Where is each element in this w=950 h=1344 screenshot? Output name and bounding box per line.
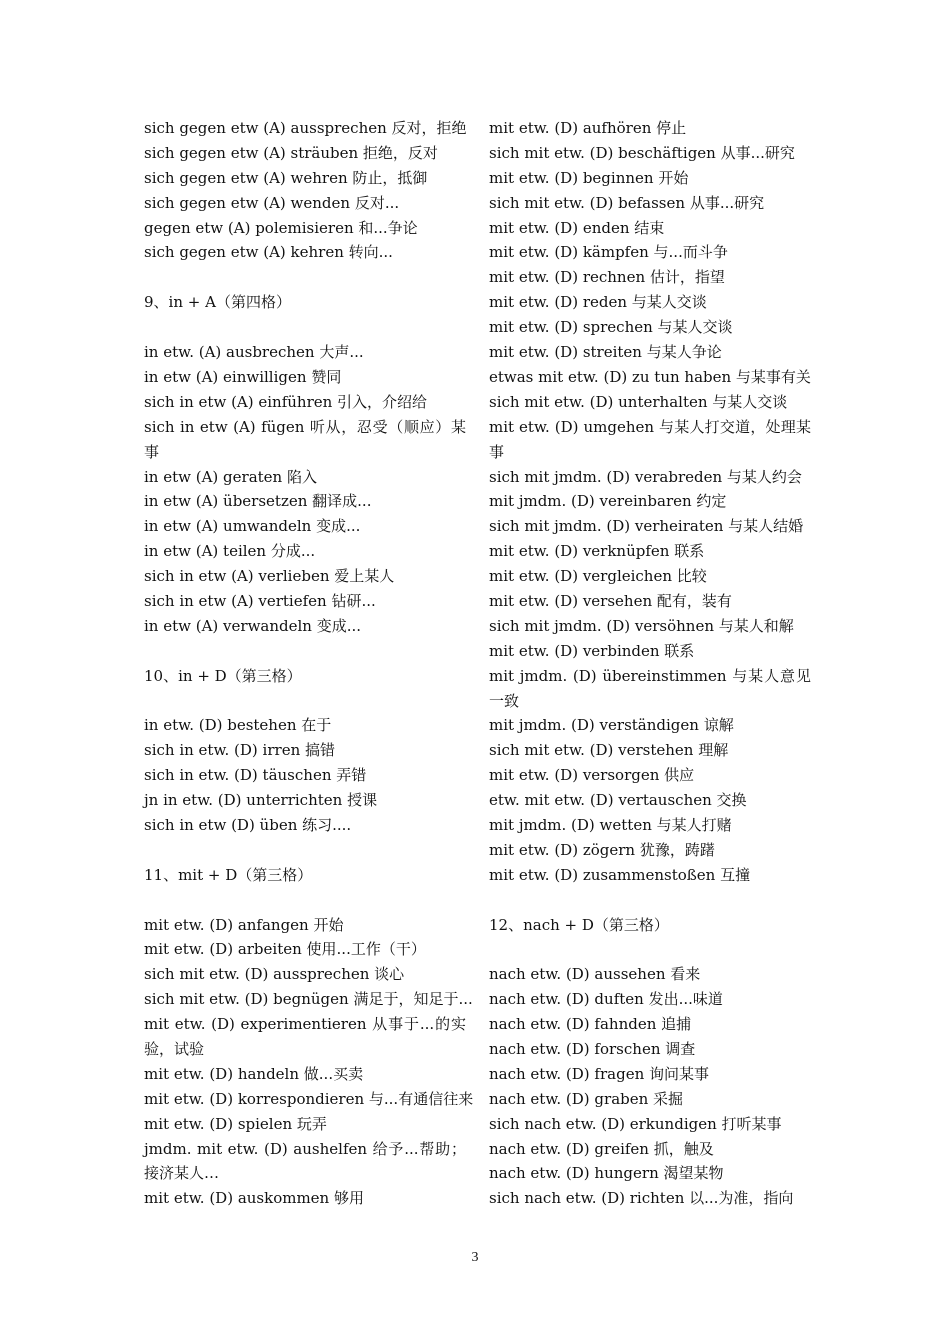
page-number: 3 xyxy=(471,1250,479,1265)
vocab-entry: mit etw. (D) reden 与某人交谈 xyxy=(489,293,707,312)
vocab-entry: mit jmdm. (D) verständigen 谅解 xyxy=(489,716,734,735)
vocab-entry: sich mit jmdm. (D) verabreden 与某人约会 xyxy=(489,467,802,486)
blank-line xyxy=(144,639,466,664)
vocab-entry: sich mit etw. (D) verstehen 理解 xyxy=(489,741,729,760)
vocab-entry: sich gegen etw (A) sträuben 拒绝，反对 xyxy=(144,143,438,162)
vocab-entry: in etw. (A) ausbrechen 大声... xyxy=(144,343,364,362)
vocab-entry: nach etw. (D) fahnden 追捕 xyxy=(489,1015,692,1034)
vocab-entry: sich in etw (A) verlieben 爱上某人 xyxy=(144,567,395,586)
right-column xyxy=(489,116,811,1211)
vocab-entry: in etw (A) verwandeln 变成... xyxy=(144,616,362,635)
vocab-entry: sich nach etw. (D) richten 以...为准，指向 xyxy=(489,1189,794,1208)
vocab-entry: mit etw. (D) enden 结束 xyxy=(489,218,665,237)
vocab-entry: sich in etw. (D) irren 搞错 xyxy=(144,741,335,760)
vocab-entry: mit etw. (D) streiten 与某人争论 xyxy=(489,343,722,362)
section-heading: 11、mit + D（第三格） xyxy=(144,865,313,884)
blank-line xyxy=(144,838,466,863)
blank-line xyxy=(144,315,466,340)
vocab-entry: gegen etw (A) polemisieren 和...争论 xyxy=(144,218,418,237)
vocab-entry: sich gegen etw (A) wehren 防止，抵御 xyxy=(144,168,428,187)
left-column xyxy=(144,116,474,1211)
blank-line xyxy=(144,689,466,714)
vocab-entry: mit etw. (D) verknüpfen 联系 xyxy=(489,542,705,561)
vocab-entry: nach etw. (D) hungern 渴望某物 xyxy=(489,1164,724,1183)
blank-line xyxy=(144,265,466,290)
vocab-entry: mit etw. (D) kämpfen 与...而斗争 xyxy=(489,243,728,262)
vocab-entry: mit etw. (D) umgehen 与某人打交道，处理某事 xyxy=(489,417,811,461)
vocab-entry: mit etw. (D) vergleichen 比较 xyxy=(489,567,707,586)
vocab-entry: mit etw. (D) sprechen 与某人交谈 xyxy=(489,318,733,337)
vocab-entry: nach etw. (D) greifen 抓，触及 xyxy=(489,1139,714,1158)
vocab-entry: mit etw. (D) beginnen 开始 xyxy=(489,168,689,187)
vocab-entry: sich nach etw. (D) erkundigen 打听某事 xyxy=(489,1114,782,1133)
section-heading: 10、in + D（第三格） xyxy=(144,666,302,685)
vocab-entry: mit etw. (D) anfangen 开始 xyxy=(144,915,344,934)
vocab-entry: mit etw. (D) versehen 配有，装有 xyxy=(489,591,732,610)
vocab-entry: mit etw. (D) versorgen 供应 xyxy=(489,766,695,785)
vocab-entry: mit etw. (D) rechnen 估计，指望 xyxy=(489,268,725,287)
vocab-entry: mit etw. (D) arbeiten 使用...工作（干） xyxy=(144,940,426,959)
vocab-entry: mit jmdm. (D) vereinbaren 约定 xyxy=(489,492,727,511)
vocab-entry: etw. mit etw. (D) vertauschen 交换 xyxy=(489,791,747,810)
section-heading: 9、in + A（第四格） xyxy=(144,293,291,312)
vocab-entry: mit etw. (D) zusammenstoßen 互撞 xyxy=(489,865,751,884)
vocab-entry: in etw. (D) bestehen 在于 xyxy=(144,716,332,735)
vocab-entry: in etw (A) einwilligen 赞同 xyxy=(144,367,342,386)
vocab-entry: sich mit etw. (D) unterhalten 与某人交谈 xyxy=(489,392,788,411)
section-heading: 12、nach + D（第三格） xyxy=(489,915,669,934)
vocab-entry: nach etw. (D) graben 采掘 xyxy=(489,1089,684,1108)
vocab-entry: sich in etw (A) fügen 听从，忍受（顺应）某事 xyxy=(144,417,466,461)
vocab-entry: mit etw. (D) verbinden 联系 xyxy=(489,641,695,660)
vocab-entry: nach etw. (D) duften 发出...味道 xyxy=(489,990,723,1009)
vocab-entry: sich in etw. (D) täuschen 弄错 xyxy=(144,766,367,785)
vocab-entry: sich mit jmdm. (D) versöhnen 与某人和解 xyxy=(489,616,794,635)
vocab-entry: mit etw. (D) handeln 做...买卖 xyxy=(144,1064,364,1083)
vocab-entry: sich mit jmdm. (D) verheiraten 与某人结婚 xyxy=(489,517,804,536)
blank-line xyxy=(144,888,466,913)
vocab-entry: sich in etw (A) vertiefen 钻研... xyxy=(144,591,376,610)
vocab-entry: sich mit etw. (D) aussprechen 谈心 xyxy=(144,965,405,984)
vocab-entry: mit etw. (D) spielen 玩弄 xyxy=(144,1114,327,1133)
vocab-entry: sich gegen etw (A) kehren 转向... xyxy=(144,243,393,262)
vocab-entry: sich mit etw. (D) beschäftigen 从事...研究 xyxy=(489,143,795,162)
vocab-entry: in etw (A) umwandeln 变成... xyxy=(144,517,361,536)
vocab-entry: in etw (A) teilen 分成... xyxy=(144,542,316,561)
blank-line xyxy=(489,937,811,962)
vocab-entry: jmdm. mit etw. (D) aushelfen 给予...帮助；接济某人… xyxy=(144,1139,466,1183)
vocab-entry: sich gegen etw (A) wenden 反对... xyxy=(144,193,400,212)
vocab-entry: mit etw. (D) experimentieren 从事于...的实验，试验 xyxy=(144,1015,466,1058)
vocab-entry: nach etw. (D) fragen 询问某事 xyxy=(489,1064,710,1083)
blank-line xyxy=(489,888,811,913)
vocab-entry: sich in etw (A) einführen 引入，介绍给 xyxy=(144,392,428,411)
vocab-entry: nach etw. (D) aussehen 看来 xyxy=(489,965,701,984)
vocab-entry: sich mit etw. (D) begnügen 满足于，知足于... xyxy=(144,990,473,1009)
vocab-entry: mit etw. (D) korrespondieren 与...有通信往来 xyxy=(144,1089,474,1108)
vocab-entry: mit etw. (D) zögern 犹豫，踌躇 xyxy=(489,840,715,859)
vocab-entry: sich mit etw. (D) befassen 从事...研究 xyxy=(489,193,765,212)
vocab-entry: in etw (A) übersetzen 翻译成... xyxy=(144,492,372,511)
vocab-entry: in etw (A) geraten 陷入 xyxy=(144,467,317,486)
vocab-entry: sich in etw (D) üben 练习.... xyxy=(144,815,352,834)
vocab-entry: etwas mit etw. (D) zu tun haben 与某事有关 xyxy=(489,367,811,386)
vocab-entry: mit etw. (D) auskommen 够用 xyxy=(144,1189,364,1208)
vocab-entry: mit etw. (D) aufhören 停止 xyxy=(489,119,687,137)
vocab-entry: nach etw. (D) forschen 调查 xyxy=(489,1040,696,1059)
vocab-entry: mit jmdm. (D) übereinstimmen 与某人意见一致 xyxy=(489,666,811,710)
vocab-entry: mit jmdm. (D) wetten 与某人打赌 xyxy=(489,816,732,834)
vocab-entry: jn in etw. (D) unterrichten 授课 xyxy=(144,791,378,810)
vocab-entry: sich gegen etw (A) aussprechen 反对，拒绝 xyxy=(144,119,467,137)
